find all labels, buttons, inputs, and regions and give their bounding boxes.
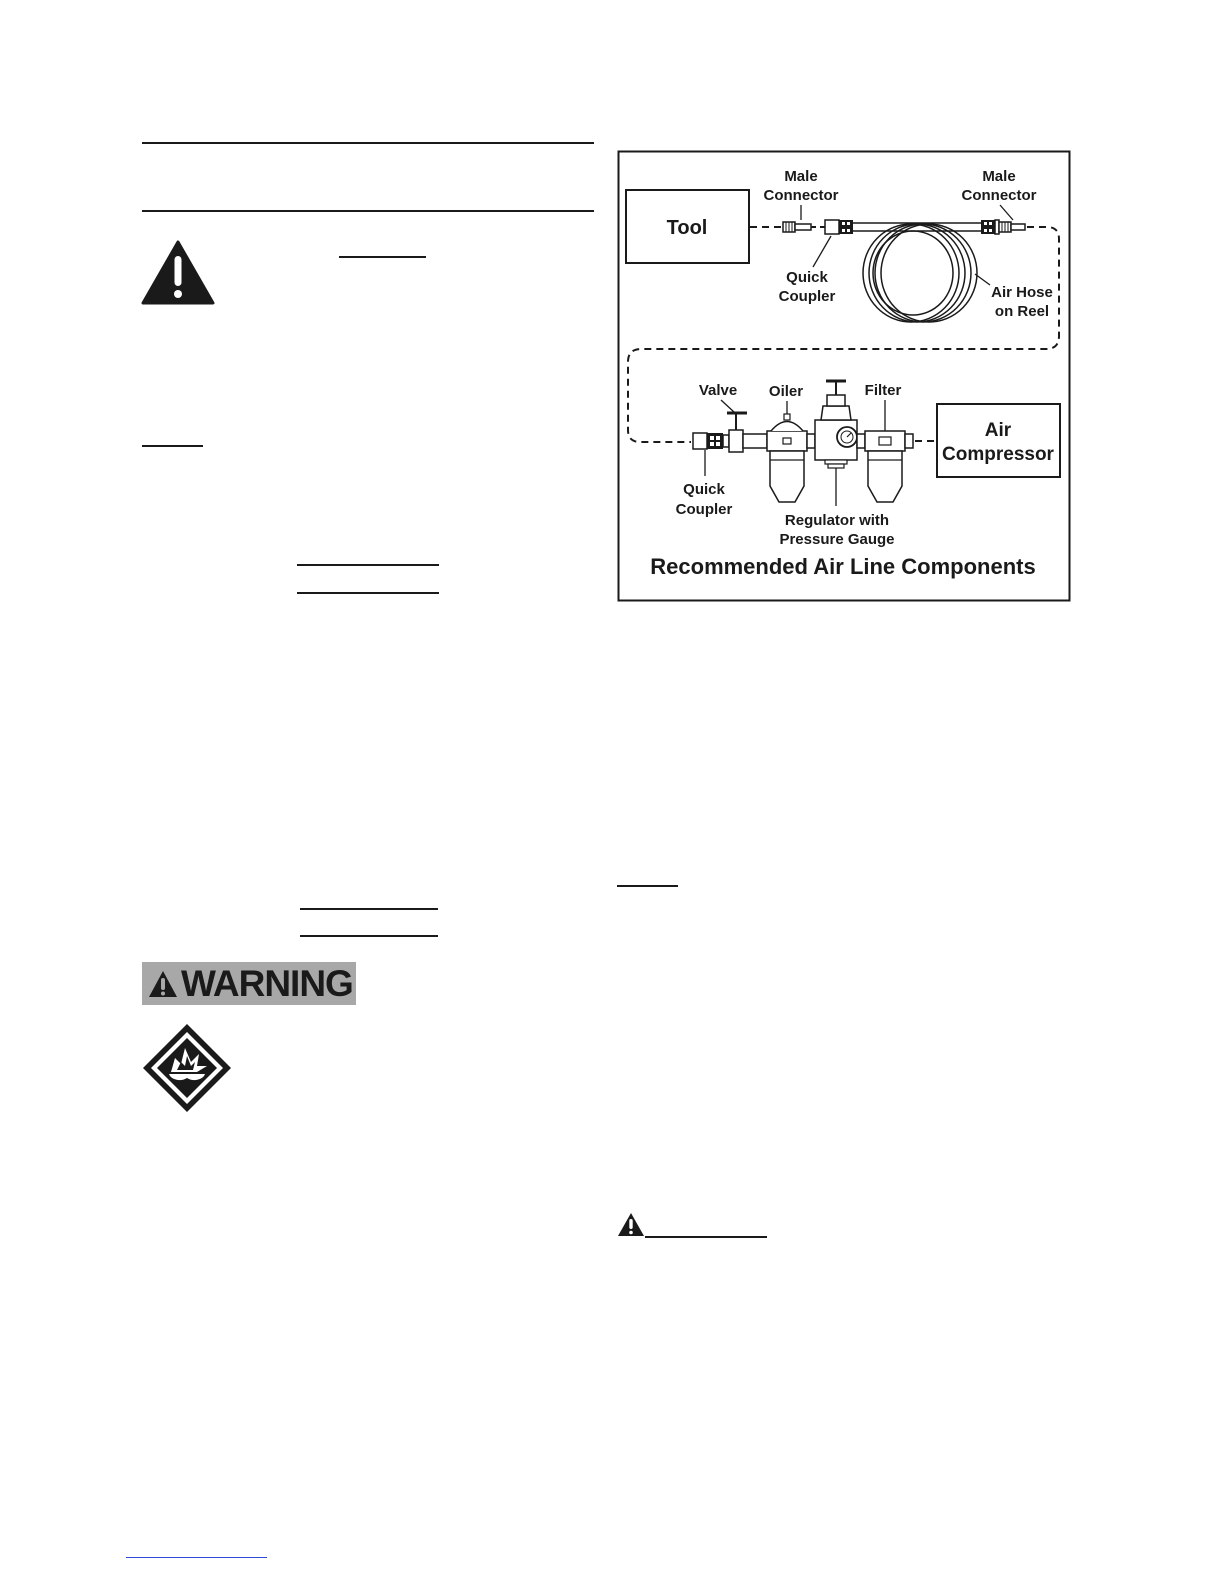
heading-underline <box>339 256 426 258</box>
small-warning-underline <box>645 1236 767 1238</box>
diagram-title: Recommended Air Line Components <box>650 554 1036 579</box>
quick-coupler-right-icon <box>981 220 999 234</box>
header-rule-top <box>142 142 594 144</box>
header-rule-bottom <box>142 210 594 212</box>
air-hose-label-line1: Air Hose <box>991 284 1053 301</box>
tool-label: Tool <box>666 217 708 239</box>
footer-link-underline <box>126 1557 267 1558</box>
warning-banner-triangle-icon <box>147 969 179 999</box>
small-warning-triangle-icon <box>617 1212 645 1237</box>
spec-underline-4 <box>300 935 438 937</box>
explosion-hazard-icon <box>141 1022 233 1114</box>
regulator-label-line1: Regulator with <box>784 512 890 529</box>
male-connector-left-label-line1: Male <box>784 168 818 185</box>
filter-label: Filter <box>864 382 902 399</box>
male-connector-right-label-line2: Connector <box>961 187 1037 204</box>
spec-underline-1 <box>297 564 439 566</box>
spec-underline-3 <box>300 908 438 910</box>
warning-banner-label: WARNING <box>181 962 353 1004</box>
quick-coupler-bottom-icon <box>693 433 723 449</box>
oiler-label: Oiler <box>768 383 804 400</box>
valve-label: Valve <box>698 382 738 399</box>
male-connector-right-icon <box>999 222 1025 232</box>
male-connector-right-label-line1: Male <box>982 168 1016 185</box>
warning-banner <box>142 962 356 1005</box>
note-underline-right <box>617 885 678 887</box>
male-connector-left-label-line2: Connector <box>763 187 839 204</box>
quick-coupler-bottom-label-line2: Coupler <box>675 501 733 518</box>
quick-coupler-top-label-line1: Quick <box>786 269 828 286</box>
quick-coupler-bottom-label-line1: Quick <box>683 481 725 498</box>
air-line-diagram <box>617 150 1071 603</box>
note-underline <box>142 445 203 447</box>
air-hose-label-line2: on Reel <box>994 303 1050 320</box>
quick-coupler-top-label-line2: Coupler <box>778 288 836 305</box>
male-connector-left-icon <box>783 222 811 232</box>
air-compressor-label-line1: Air <box>984 420 1012 441</box>
regulator-label-line2: Pressure Gauge <box>779 531 895 548</box>
warning-triangle-icon <box>141 240 215 305</box>
air-compressor-label-line2: Compressor <box>942 444 1054 465</box>
filter-icon <box>865 431 905 502</box>
quick-coupler-top-icon <box>825 220 853 234</box>
spec-underline-2 <box>297 592 439 594</box>
